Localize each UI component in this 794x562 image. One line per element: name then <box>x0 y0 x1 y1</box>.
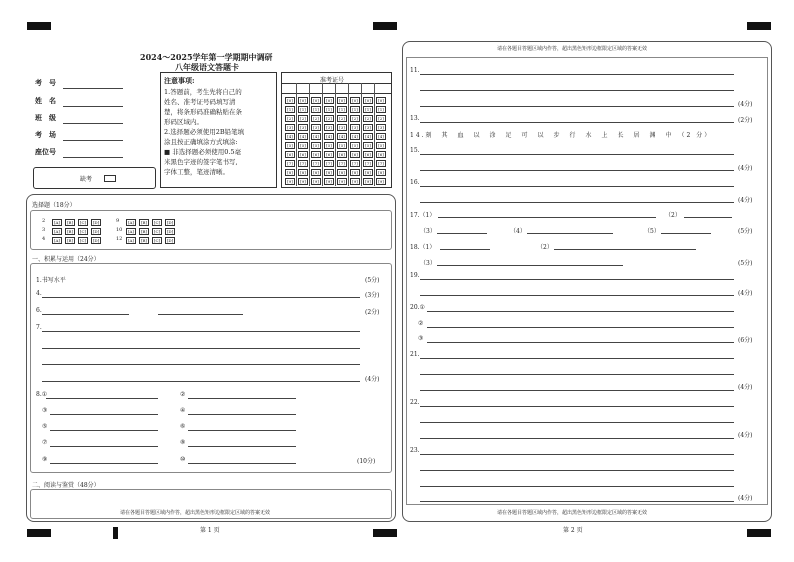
choice-bubble-a[interactable]: [A] <box>53 229 60 234</box>
timing-mark <box>373 529 397 537</box>
q16-answer-line[interactable] <box>420 186 734 187</box>
q17-label-3: （3） <box>420 228 436 235</box>
ticket-digit-bubble[interactable]: [4] <box>337 133 347 140</box>
exam-no-field[interactable] <box>63 88 123 89</box>
field-label-seat: 座位号 <box>35 147 56 156</box>
room-field[interactable] <box>63 140 123 141</box>
q6-answer-line[interactable] <box>158 314 243 315</box>
ticket-digit-bubble[interactable]: [2] <box>376 115 386 122</box>
timing-mark <box>373 22 397 30</box>
ticket-digit-bubble[interactable]: [9] <box>337 178 347 185</box>
ticket-digit-bubble[interactable]: [1] <box>350 106 360 113</box>
timing-mark <box>113 527 118 539</box>
q8-answer-line[interactable] <box>50 446 158 447</box>
q8-mark: ⑧ <box>180 439 186 446</box>
q18-label-1: 18.（1） <box>410 244 436 251</box>
ticket-digit-bubble[interactable]: [7] <box>311 160 321 167</box>
ticket-digit-bubble[interactable]: [6] <box>324 151 334 158</box>
q11-answer-line[interactable] <box>420 90 734 91</box>
q8-mark: ⑨ <box>42 456 48 463</box>
section1-title: 一、积累与运用（24分） <box>32 256 100 263</box>
q17-label-2: （2） <box>665 212 681 219</box>
q8-mark: ⑩ <box>180 456 186 463</box>
q8-mark: ④ <box>180 407 186 414</box>
ticket-digit-bubble[interactable]: [1] <box>285 106 295 113</box>
ticket-digit-bubble[interactable]: [7] <box>337 160 347 167</box>
q22-label: 22. <box>410 399 420 406</box>
choice-bubble-b[interactable]: [B] <box>66 220 74 225</box>
exam-subtitle: 八年级语文答题卡 <box>175 62 239 72</box>
q4-answer-line[interactable] <box>42 297 360 298</box>
q16-score: (4分) <box>738 197 753 204</box>
notice-title: 注意事项: <box>164 76 195 85</box>
ticket-digit-bubble[interactable]: [7] <box>350 160 360 167</box>
q8-mark: ⑦ <box>42 439 48 446</box>
warning-text: 请在各题目答题区域内作答，超出黑色矩形边框限定区域的答案无效 <box>120 510 271 516</box>
q11-score: (4分) <box>738 101 753 108</box>
q7-score: (4分) <box>365 376 380 383</box>
name-field[interactable] <box>63 106 123 107</box>
q8-mark: ⑤ <box>42 423 48 430</box>
ticket-digit-bubble[interactable]: [4] <box>376 133 386 140</box>
q7-answer-line[interactable] <box>42 381 360 382</box>
q6-answer-line[interactable] <box>42 314 129 315</box>
choice-bubble-b[interactable]: [B] <box>140 220 148 225</box>
q13-answer-line[interactable] <box>420 122 734 123</box>
ticket-digit-bubble[interactable]: [3] <box>337 124 347 131</box>
ticket-digit-bubble[interactable]: [7] <box>376 160 386 167</box>
ticket-digit-bubble[interactable]: [2] <box>311 115 321 122</box>
ticket-digit-bubble[interactable]: [3] <box>376 124 386 131</box>
ticket-digit-bubble[interactable]: [5] <box>350 142 360 149</box>
ticket-grid <box>281 72 392 188</box>
q23-answer-line[interactable] <box>420 501 734 502</box>
choice-bubble-a[interactable]: [A] <box>127 229 134 234</box>
ticket-digit-bubble[interactable]: [4] <box>311 133 321 140</box>
q20-answer-line[interactable] <box>427 342 734 343</box>
ticket-digit-bubble[interactable]: [0] <box>376 97 386 104</box>
q18-answer-line[interactable] <box>554 249 696 250</box>
ticket-digit-bubble[interactable]: [5] <box>298 142 308 149</box>
ticket-digit-bubble[interactable]: [0] <box>324 97 334 104</box>
ticket-digit-bubble[interactable]: [1] <box>298 106 308 113</box>
q19-label: 19. <box>410 272 420 279</box>
ticket-digit-bubble[interactable]: [4] <box>350 133 360 140</box>
q18-label-3: （3） <box>420 260 436 267</box>
q21-answer-line[interactable] <box>420 374 734 375</box>
q1-label: 1.书写水平 <box>36 277 66 284</box>
choice-question-number: 2 <box>42 218 46 224</box>
ticket-digit-bubble[interactable]: [6] <box>363 151 373 158</box>
ticket-digit-bubble[interactable]: [9] <box>376 178 386 185</box>
q23-score: (4分) <box>738 495 753 502</box>
q20-answer-line[interactable] <box>427 311 734 312</box>
q20-score: (6分) <box>738 337 753 344</box>
q22-answer-line[interactable] <box>420 406 734 407</box>
q7-answer-line[interactable] <box>42 331 360 332</box>
q19-answer-line[interactable] <box>420 295 734 296</box>
ticket-digit-bubble[interactable]: [5] <box>376 142 386 149</box>
choice-bubble-a[interactable]: [A] <box>53 238 60 243</box>
q4-label: 4. <box>36 290 42 297</box>
q13-label: 13. <box>410 115 420 122</box>
ticket-digit-bubble[interactable]: [2] <box>324 115 334 122</box>
q17-answer-line[interactable] <box>684 217 732 218</box>
q20-label-3: ③ <box>418 335 424 342</box>
ticket-digit-bubble[interactable]: [5] <box>324 142 334 149</box>
q1-score: (5分) <box>365 277 380 284</box>
q17-answer-line[interactable] <box>438 217 656 218</box>
absent-box[interactable] <box>33 167 156 189</box>
ticket-digit-bubble[interactable]: [5] <box>337 142 347 149</box>
choice-question-number: 9 <box>116 218 120 224</box>
choice-question-number: 3 <box>42 227 46 233</box>
choice-bubble-a[interactable]: [A] <box>127 220 134 225</box>
q8-answer-line[interactable] <box>188 463 296 464</box>
ticket-digit-bubble[interactable]: [8] <box>311 169 321 176</box>
seat-field[interactable] <box>63 157 123 158</box>
q21-answer-line[interactable] <box>420 390 734 391</box>
q8-mark: ② <box>180 391 186 398</box>
ticket-digit-bubble[interactable]: [8] <box>350 169 360 176</box>
ticket-digit-bubble[interactable]: [8] <box>363 169 373 176</box>
notice-line: 楚，将条形码准确粘贴在条 <box>164 108 242 116</box>
timing-mark <box>747 529 771 537</box>
q4-score: (3分) <box>365 292 380 299</box>
ticket-digit-bubble[interactable]: [5] <box>311 142 321 149</box>
field-label-name: 姓 名 <box>35 96 56 105</box>
q11-answer-line[interactable] <box>420 74 734 75</box>
q23-answer-line[interactable] <box>420 454 734 455</box>
ticket-digit-bubble[interactable]: [0] <box>363 97 373 104</box>
field-label-room: 考 场 <box>35 130 56 139</box>
ticket-digit-bubble[interactable]: [9] <box>363 178 373 185</box>
ticket-digit-bubble[interactable]: [9] <box>324 178 334 185</box>
absent-checkbox[interactable] <box>104 175 116 182</box>
ticket-digit-bubble[interactable]: [2] <box>298 115 308 122</box>
q20-label-2: ② <box>418 320 424 327</box>
ticket-digit-bubble[interactable]: [8] <box>324 169 334 176</box>
section2-title: 二、阅读与鉴赏（48分） <box>32 482 100 489</box>
ticket-digit-bubble[interactable]: [0] <box>285 97 295 104</box>
q15-label: 15. <box>410 147 420 154</box>
choice-bubble-a[interactable]: [A] <box>127 238 134 243</box>
ticket-digit-bubble[interactable]: [4] <box>298 133 308 140</box>
exam-title: 2024～2025学年第一学期期中调研 <box>140 52 273 62</box>
q15-score: (4分) <box>738 165 753 172</box>
ticket-digit-bubble[interactable]: [8] <box>298 169 308 176</box>
q8-mark: ⑥ <box>180 423 186 430</box>
choice-bubble-b[interactable]: [B] <box>66 229 74 234</box>
q20-label-1: 20.① <box>410 304 425 311</box>
ticket-digit-bubble[interactable]: [7] <box>298 160 308 167</box>
q17-label-4: （4） <box>510 228 526 235</box>
page-number: 第 2 页 <box>563 527 583 534</box>
warning-text: 请在各题目答题区域内作答，超出黑色矩形边框限定区域的答案无效 <box>497 46 648 52</box>
notice-line: 1.答题前，考生先将自己的 <box>164 88 242 96</box>
warning-text: 请在各题目答题区域内作答，超出黑色矩形边框限定区域的答案无效 <box>497 510 648 516</box>
ticket-digit-bubble[interactable]: [6] <box>376 151 386 158</box>
choice-bubble-d[interactable]: [D] <box>166 238 174 243</box>
choice-bubble-d[interactable]: [D] <box>92 220 100 225</box>
q13-score: (2分) <box>738 117 753 124</box>
q18-answer-line[interactable] <box>440 249 490 250</box>
q8-answer-line[interactable] <box>188 446 296 447</box>
q20-answer-line[interactable] <box>427 327 734 328</box>
class-field[interactable] <box>63 123 123 124</box>
notice-line: 米黑色字迹的签字笔书写, <box>164 158 238 166</box>
q6-score: (2分) <box>365 309 380 316</box>
q8-mark: ③ <box>42 407 48 414</box>
choice-bubble-d[interactable]: [D] <box>166 229 174 234</box>
ticket-digit-bubble[interactable]: [6] <box>285 151 295 158</box>
timing-mark <box>27 22 51 30</box>
section1-box <box>30 263 392 473</box>
notice-line: 姓名、准考证号码填写清 <box>164 98 236 106</box>
q8-answer-line[interactable] <box>50 463 158 464</box>
ticket-digit-bubble[interactable]: [3] <box>363 124 373 131</box>
ticket-digit-bubble[interactable]: [5] <box>285 142 295 149</box>
field-label-class: 班 级 <box>35 113 56 122</box>
ticket-digit-bubble[interactable]: [9] <box>285 178 295 185</box>
ticket-digit-bubble[interactable]: [2] <box>285 115 295 122</box>
q22-answer-line[interactable] <box>420 422 734 423</box>
q21-answer-line[interactable] <box>420 358 734 359</box>
ticket-digit-bubble[interactable]: [0] <box>298 97 308 104</box>
ticket-digit-bubble[interactable]: [9] <box>311 178 321 185</box>
q17-answer-line[interactable] <box>661 233 711 234</box>
q23-answer-line[interactable] <box>420 486 734 487</box>
ticket-digit-bubble[interactable]: [0] <box>311 97 321 104</box>
choice-bubble-d[interactable]: [D] <box>166 220 174 225</box>
q8-answer-line[interactable] <box>46 398 158 399</box>
q19-answer-line[interactable] <box>420 279 734 280</box>
notice-line: 2.选择题必须使用2B铅笔填 <box>164 128 245 136</box>
choice-bubble-c[interactable]: [C] <box>79 220 87 225</box>
ticket-title: 准考证号 <box>320 77 345 84</box>
q11-answer-line[interactable] <box>420 106 734 107</box>
ticket-digit-bubble[interactable]: [3] <box>298 124 308 131</box>
absent-label: 缺考 <box>80 176 93 183</box>
ticket-digit-bubble[interactable]: [9] <box>298 178 308 185</box>
ticket-digit-bubble[interactable]: [1] <box>376 106 386 113</box>
q18-score: (5分) <box>738 260 753 267</box>
q15-answer-line[interactable] <box>420 154 734 155</box>
ticket-digit-bubble[interactable]: [1] <box>337 106 347 113</box>
q17-label-5: （5） <box>644 228 660 235</box>
q7-answer-line[interactable] <box>42 364 360 365</box>
q7-answer-line[interactable] <box>42 348 360 349</box>
ticket-digit-bubble[interactable]: [8] <box>337 169 347 176</box>
ticket-digit-bubble[interactable]: [7] <box>285 160 295 167</box>
ticket-digit-bubble[interactable]: [2] <box>350 115 360 122</box>
q23-label: 23. <box>410 447 420 454</box>
q18-answer-line[interactable] <box>437 265 623 266</box>
choice-bubble-c[interactable]: [C] <box>153 220 161 225</box>
ticket-digit-bubble[interactable]: [1] <box>363 106 373 113</box>
ticket-digit-bubble[interactable]: [1] <box>311 106 321 113</box>
ticket-digit-bubble[interactable]: [8] <box>285 169 295 176</box>
q22-score: (4分) <box>738 432 753 439</box>
ticket-digit-bubble[interactable]: [7] <box>363 160 373 167</box>
q11-label: 11. <box>410 67 420 74</box>
q8-answer-line[interactable] <box>188 430 296 431</box>
notice-box <box>160 72 277 188</box>
q7-label: 7. <box>36 324 42 331</box>
choice-title: 选择题（18分） <box>32 202 76 209</box>
ticket-digit-bubble[interactable]: [4] <box>285 133 295 140</box>
q16-label: 16. <box>410 179 420 186</box>
ticket-digit-bubble[interactable]: [9] <box>350 178 360 185</box>
choice-bubble-b[interactable]: [B] <box>140 229 148 234</box>
ticket-digit-bubble[interactable]: [2] <box>363 115 373 122</box>
choice-bubble-c[interactable]: [C] <box>153 238 161 243</box>
q8-answer-line[interactable] <box>50 414 158 415</box>
notice-line: 字体工整，笔迹清晰。 <box>164 168 229 176</box>
q18-label-2: （2） <box>537 244 553 251</box>
ticket-digit-bubble[interactable]: [6] <box>337 151 347 158</box>
ticket-digit-bubble[interactable]: [3] <box>311 124 321 131</box>
choice-bubble-a[interactable]: [A] <box>53 220 60 225</box>
choice-bubble-d[interactable]: [D] <box>92 238 100 243</box>
choice-bubble-b[interactable]: [B] <box>66 238 74 243</box>
q22-answer-line[interactable] <box>420 438 734 439</box>
ticket-digit-bubble[interactable]: [5] <box>363 142 373 149</box>
ticket-digit-bubble[interactable]: [3] <box>324 124 334 131</box>
choice-question-number: 12 <box>116 236 123 242</box>
choice-bubble-c[interactable]: [C] <box>153 229 161 234</box>
choice-question-number: 4 <box>42 236 46 242</box>
ticket-digit-bubble[interactable]: [6] <box>350 151 360 158</box>
q23-answer-line[interactable] <box>420 470 734 471</box>
q21-label: 21. <box>410 351 420 358</box>
notice-line: 形码区域内。 <box>164 118 203 126</box>
timing-mark <box>27 529 51 537</box>
choice-bubble-c[interactable]: [C] <box>79 238 87 243</box>
q19-score: (4分) <box>738 290 753 297</box>
q8-answer-line[interactable] <box>50 430 158 431</box>
page-number: 第 1 页 <box>200 527 220 534</box>
q15-answer-line[interactable] <box>420 170 734 171</box>
q8-answer-line[interactable] <box>188 414 296 415</box>
ticket-digit-bubble[interactable]: [4] <box>363 133 373 140</box>
q8-score: (10分) <box>357 458 376 465</box>
ticket-digit-bubble[interactable]: [0] <box>350 97 360 104</box>
timing-mark <box>747 22 771 30</box>
ticket-digit-bubble[interactable]: [3] <box>285 124 295 131</box>
q17-answer-line[interactable] <box>527 233 613 234</box>
ticket-digit-bubble[interactable]: [6] <box>311 151 321 158</box>
notice-line: ■ 非选择题必须使用0.5毫 <box>164 148 242 156</box>
q8-label: 8.① <box>36 391 48 398</box>
choice-bubble-b[interactable]: [B] <box>140 238 148 243</box>
ticket-digit-bubble[interactable]: [1] <box>324 106 334 113</box>
q17-label-1: 17.（1） <box>410 212 436 219</box>
ticket-digit-bubble[interactable]: [3] <box>350 124 360 131</box>
ticket-digit-bubble[interactable]: [6] <box>298 151 308 158</box>
q16-answer-line[interactable] <box>420 202 734 203</box>
q17-answer-line[interactable] <box>437 233 487 234</box>
q8-answer-line[interactable] <box>188 398 296 399</box>
q17-score: (5分) <box>738 228 753 235</box>
ticket-digit-bubble[interactable]: [7] <box>324 160 334 167</box>
ticket-digit-bubble[interactable]: [4] <box>324 133 334 140</box>
ticket-digit-bubble[interactable]: [8] <box>376 169 386 176</box>
choice-bubble-d[interactable]: [D] <box>92 229 100 234</box>
ticket-digit-bubble[interactable]: [0] <box>337 97 347 104</box>
q14-text: 14.刻 其 血 以 涂 足 可 以 步 行 水 上 长 居 渊 中 （2 分） <box>410 132 713 139</box>
choice-question-number: 10 <box>116 227 123 233</box>
field-label-exam-no: 考 号 <box>35 78 56 87</box>
q6-label: 6. <box>36 307 42 314</box>
notice-line: 涂且按正确填涂方式填涂: <box>164 138 238 146</box>
ticket-digit-bubble[interactable]: [2] <box>337 115 347 122</box>
choice-bubble-c[interactable]: [C] <box>79 229 87 234</box>
q21-score: (4分) <box>738 384 753 391</box>
